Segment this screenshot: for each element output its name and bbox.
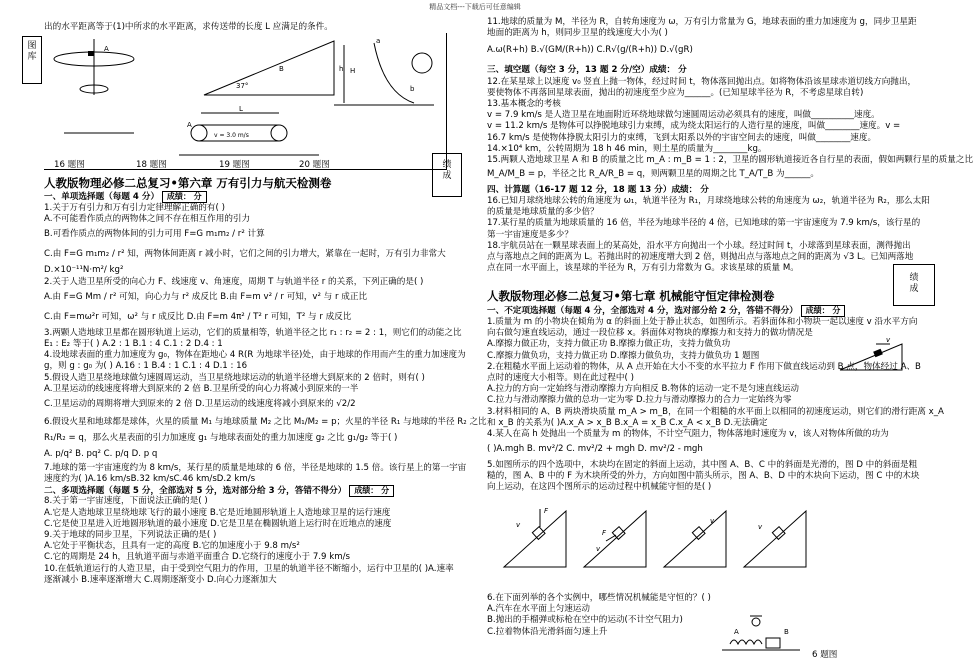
right-line: C.拉着物体沿光滑斜面匀速上升: [487, 626, 608, 637]
left-line: 2.关于人造卫星所受的向心力 F、线速度 v、角速度，周期 T 与轨道半径 r 的关系，下列正确的是( ): [44, 276, 424, 287]
right-line: 17.某行星的质量为地球质量的 16 倍，半径为地球半径的 4 倍，已知地球的第一宇宙速度为 7.9 km/s，该行星的: [487, 218, 921, 229]
left-line: 9.关于地球的同步卫星，下列说法正确的是( ): [44, 530, 217, 540]
right-line: A.摩擦力做正功，支持力做正功 B.摩擦力做正功，支持力做负功: [487, 339, 731, 350]
figure-1-incline-block: [836, 334, 906, 374]
right-line: 15.两颗人造地球卫星 A 和 B 的质量之比 m_A : m_B = 1 : 2，卫星的圆形轨道接近各自行星的表面，假如两颗行星的质量之比: [487, 154, 973, 165]
force-label: F: [544, 507, 549, 515]
svg-text:b: b: [410, 85, 415, 93]
right-line: C.拉力与滑动摩擦力做的总功一定为零 D.拉力与滑动摩擦力的合力一定始终为零: [487, 395, 792, 406]
left-line: A.它处于平衡状态，且具有一定的高度 B.它的加速度小于 9.8 m/s²: [44, 541, 300, 552]
svg-text:v: v: [710, 517, 715, 525]
left-line: A.它是人造地球卫星绕地球飞行的最小速度 B.它是近地圆形轨道上人造地球卫星的运行速度: [44, 507, 391, 518]
incline-d: [740, 505, 810, 570]
figure-5-inclines: [500, 505, 830, 575]
incline-b: [580, 505, 650, 570]
right-line: 第一宇宙速度是多少？: [487, 229, 573, 240]
right-line: 16.已知月球绕地球公转的角速度为 ω₁，轨道半径为 R₁，月球绕地球公转的角速度为 ω₂，轨道半径为 R₂，那么太阳: [487, 196, 930, 207]
figure-6-spring: [720, 612, 810, 654]
svg-text:H: H: [350, 67, 356, 75]
left-section-1: [44, 191, 207, 203]
right-question-block-3: [487, 593, 887, 638]
right-line: 点与落地点之间的距离为 L。若抛出时的初速度增大到 2 倍，则抛出点与落地点之间的距离为 √3 L。已知两落地: [487, 252, 914, 262]
left-line: 5.假设人造卫星绕地球做匀速圆周运动，当卫星绕地球运动的轨道半径增大到原来的 2 倍时，则有( ): [44, 372, 425, 383]
right-line: 四、计算题（16-17 题 12 分，18 题 13 分）成绩： 分: [487, 184, 709, 195]
caption-16: 16 题图: [54, 160, 85, 170]
right-line: C.摩擦力做负功，支持力做正功 D.摩擦力做负功，支持力做负功 1 题图: [487, 350, 760, 361]
label-a-6: A: [734, 628, 739, 636]
right-line: 要使物体不再落回星球表面，抛出的初速度至少应为______。(已知星球半径为 R，不考虑星球自转): [487, 87, 864, 98]
left-question-block: [44, 203, 487, 586]
left-line: C.它是使卫星进入近地圆形轨道的最小速度 D.它是卫星在椭圆轨道上运行时在近地点的速度: [44, 518, 392, 529]
right-line: 2.在粗糙水平面上运动着的物体，从 A 点开始在大小不变的水平拉力 F 作用下做直线运动到 B 点，物体经过 A、B: [487, 361, 921, 372]
figures-area: [44, 33, 444, 173]
caption-18: 18 题图: [136, 160, 167, 170]
svg-text:h: h: [339, 65, 344, 73]
right-question-block: [487, 17, 973, 274]
left-section-1-title: 一、单项选择题（每题 4 分）: [44, 192, 160, 202]
left-line: 7.地球的第一宇宙速度约为 8 km/s，某行星的质量是地球的 6 倍，半径是地球的 1.5 倍。该行星上的第一宇宙: [44, 462, 467, 473]
side-label-box-left: 图 库: [22, 36, 42, 84]
right-section-1: [487, 305, 845, 317]
figure-6-caption: 6 题图: [812, 650, 838, 660]
left-line: C.由 F=G m₁m₂ / r² 知，两物体间距离 r 减小时，它们之间的引力增大，紧靠在一起时，万有引力非常大: [44, 249, 446, 260]
right-line: 11.地球的质量为 M，半径为 R，自转角速度为 ω，万有引力常量为 G，地球表面的重力加速度为 g，同步卫星距: [487, 17, 917, 27]
left-line: 10.在低轨道运行的人造卫星，由于受到空气阻力的作用，卫星的轨道半径不断缩小，运行中卫星的( )A.速率: [44, 563, 454, 574]
left-title: 人教版物理必修二总复习•第六章 万有引力与航天检测卷: [44, 176, 332, 190]
left-line: A. p/q² B. pq² C. p/q D. p q: [44, 448, 158, 459]
left-line: 速度约为( )A.16 km/sB.32 km/sC.46 km/sD.2 km/s: [44, 474, 256, 485]
right-line: B.抛出的手榴弹或标枪在空中的运动(不计空气阻力): [487, 615, 683, 626]
right-line: 点时的速度大小相等。则在此过程中( ): [487, 372, 634, 383]
right-line: 13.基本概念的考核: [487, 98, 561, 109]
label-b: B: [279, 65, 284, 73]
incline-c: [660, 505, 730, 570]
svg-text:v = 3.0 m/s: v = 3.0 m/s: [214, 132, 249, 139]
right-line: v = 11.2 km/s 是物体可以挣脱地球引力束缚，成为绕太阳运行的人造行星的速度，叫做________速度。v =: [487, 121, 901, 132]
left-line: 1.关于万有引力和万有引力定律理解正确的有( ): [44, 203, 225, 213]
right-line: A.拉力的方向一定始终与滑动摩擦力方向相反 B.物体的运动一定不是匀速直线运动: [487, 384, 800, 395]
right-line: 向右做匀速直线运动，通过一段位移 x。斜面体对物块的摩擦力和支持力的做功情况是: [487, 328, 813, 339]
left-line: A.卫星运动的线速度将增大到原来的 2 倍 B.卫星所受的向心力将减小到原来的一半: [44, 383, 359, 394]
left-line: D.×10⁻¹¹N·m²/ kg²: [44, 265, 124, 276]
label-angle: 37°: [236, 82, 249, 90]
right-line: 14.×10⁴ km，公转周期为 18 h 46 min，则土星的质量为________kg。: [487, 143, 767, 154]
caption-20: 20 题图: [299, 160, 330, 170]
svg-text:L: L: [239, 105, 243, 113]
right-line: v = 7.9 km/s 是人造卫星在地面附近环绕地球做匀速圆周运动必须具有的速度，叫做__________速度。: [487, 110, 880, 121]
svg-text:v: v: [758, 523, 763, 531]
right-line: 18.宇航员站在一颗星球表面上的某高处，沿水平方向抛出一个小球。经过时间 t，小球落到星球表面，测得抛出: [487, 240, 911, 251]
left-line: A.不可能看作质点的两物体之间不存在相互作用的引力: [44, 214, 251, 225]
left-line: E₁ : E₂ 等于( ) A.2 : 1 B.1 : 4 C.1 : 2 D.4 : 1: [44, 338, 223, 349]
left-line: C.由 F=mω²r 可知，ω² 与 r 成反比 D.由 F=m 4π² / T² r 可知，T² 与 r 成反比: [44, 311, 352, 322]
right-line: 1.质量为 m 的小物块在倾角为 α 的斜面上处于静止状态，如图所示。若斜面体和小物块一起以速度 v 沿水平方向: [487, 317, 918, 327]
right-line: 16.7 km/s 是使物体挣脱太阳引力的束缚，飞到太阳系以外的宇宙空间去的速度，叫做________速度。: [487, 132, 877, 143]
right-line: M_A/M_B = p，半径之比 R_A/R_B = q，则两颗卫星的周期之比 T_A/T_B 为______。: [487, 168, 819, 179]
right-line: 3.材料相同的 A、B 两块滑块质量 m_A > m_B，在同一个粗糙的水平面上以相同的初速度运动，则它们的滑行距离 x_A: [487, 406, 944, 417]
label-b-6: B: [784, 628, 789, 636]
right-line: 地面的距离为 h，则同步卫星的线速度大小为( ): [487, 28, 668, 39]
left-top-line: 出的水平距离等于(1)中所求的水平距离，求传送带的长度 L 应满足的条件。: [44, 22, 333, 32]
right-line: 的质量是地球质量的多少倍？: [487, 207, 599, 218]
svg-text:v: v: [886, 336, 891, 344]
incline-a: [500, 505, 570, 570]
right-line: 三、填空题（每空 3 分，13 题 2 分/空）成绩： 分: [487, 65, 687, 76]
figure-frame: [44, 33, 447, 170]
score-box-right: 绩 成: [893, 264, 935, 306]
left-line: g，则 g : g₀ 为( ) A.16 : 1 B.4 : 1 C.1 : 4 D.1 : 16: [44, 361, 248, 372]
left-line: A.由 F=G Mm / r² 可知，向心力与 r² 成反比 B.由 F=m v² / r 可知，v² 与 r 成正比: [44, 291, 368, 302]
score-box-mid: 绩 成: [432, 153, 462, 197]
right-title: 人教版物理必修二总复习•第七章 机械能守恒定律检测卷: [487, 289, 775, 303]
right-section-1-score: 成绩： 分: [801, 305, 846, 317]
right-line: 5.如图所示的四个选项中，木块均在固定的斜面上运动，其中图 A、B、C 中的斜面是光滑的，图 D 中的斜面是粗: [487, 460, 918, 471]
svg-text:F: F: [602, 529, 607, 537]
right-line: ( )A.mgh B. mv²/2 C. mv²/2 + mgh D. mv²/2 - mgh: [487, 444, 703, 455]
right-line: 6.在下面列举的各个实例中，哪些情况机械能是守恒的？( ): [487, 593, 711, 603]
left-section-2-title: 二、多项选择题（每题 5 分，全部选对 5 分，选对部分给 3 分，答错不得分）: [44, 486, 347, 497]
left-line: 逐渐减小 B.速率逐渐增大 C.周期逐渐变小 D.向心力逐渐加大: [44, 574, 277, 585]
left-line: C.它的周期是 24 h，且轨道平面与赤道平面重合 D.它绕行的速度小于 7.9 km/s: [44, 552, 350, 563]
left-section-1-score: 成绩： 分: [162, 191, 207, 203]
right-line: 点在同一水平面上，该星球的半径为 R，万有引力常数为 G。求该星球的质量 M。: [487, 263, 799, 274]
right-line: 糙的，图 A、B 中的 F 为木块所受的外力，方向如图中箭头所示，图 A、B、D 中的木块向下运动，图 C 中的木块: [487, 471, 920, 482]
right-line: A.汽车在水平面上匀速运动: [487, 604, 590, 615]
left-line: 8.关于第一宇宙速度，下面说法正确的是( ): [44, 496, 208, 507]
right-question-block-2: [487, 317, 944, 494]
svg-text:A: A: [104, 45, 109, 53]
right-line: 向上运动，在这四个图所示的运动过程中机械能守恒的是( ): [487, 482, 712, 493]
left-line: 4.设地球表面的重力加速度为 g₀，物体在距地心 4 R(R 为地球半径)处，由于地球的作用而产生的重力加速度为: [44, 350, 466, 361]
left-line: R₁/R₂ = q，那么火星表面的引力加速度 g₁ 与地球表面处的重力加速度 g₂ 之比 g₁/g₂ 等于( ): [44, 432, 398, 443]
right-line: 和 x_B 的关系为( )A.x_A > x_B B.x_A = x_B C.x_A < x_B D.无法确定: [487, 417, 768, 428]
right-line: 12.在某星球上以速度 v₀ 竖直上抛一物体，经过时间 t，物体落回抛出点。如将物体沿该星球赤道切线方向抛出，: [487, 76, 917, 87]
svg-text:v: v: [516, 521, 521, 529]
right-section-1-title: 一、不定项选择题（每题 4 分，全部选对 4 分，选对部分给 2 分，答错不得分）: [487, 306, 798, 316]
left-line: 6.假设火星和地球都是球体，火星的质量 M₁ 与地球质量 M₂ 之比 M₁/M₂ = p；火星的半径 R₁ 与地球的半径 R₂ 之比: [44, 416, 487, 427]
svg-text:a: a: [376, 37, 381, 45]
left-section-2: [44, 485, 444, 496]
left-line: C.卫星运动的周期将增大到原来的 2 倍 D.卫星运动的线速度将减小到原来的 √2/2: [44, 398, 356, 409]
svg-text:v: v: [596, 545, 601, 553]
left-line: 3.两颗人造地球卫星都在圆形轨道上运动，它们的质量相等，轨道半径之比 r₁ : r₂ = 2 : 1，则它们的动能之比: [44, 327, 462, 338]
right-line: 4.某人在高 h 处抛出一个质量为 m 的物体，不计空气阻力，物体落地时速度为 v，该人对物体所做的功为: [487, 428, 889, 439]
caption-19: 19 题图: [219, 160, 250, 170]
page-header: 精品文档---下载后可任意编辑: [429, 3, 521, 11]
left-line: B.可看作质点的两物体间的引力可用 F=G m₁m₂ / r² 计算: [44, 229, 265, 240]
right-line: A.ω(R+h) B.√(GM/(R+h)) C.R√(g/(R+h)) D.√(gR): [487, 45, 693, 56]
left-section-2-score: 成绩： 分: [349, 485, 394, 497]
svg-text:A: A: [187, 121, 192, 129]
